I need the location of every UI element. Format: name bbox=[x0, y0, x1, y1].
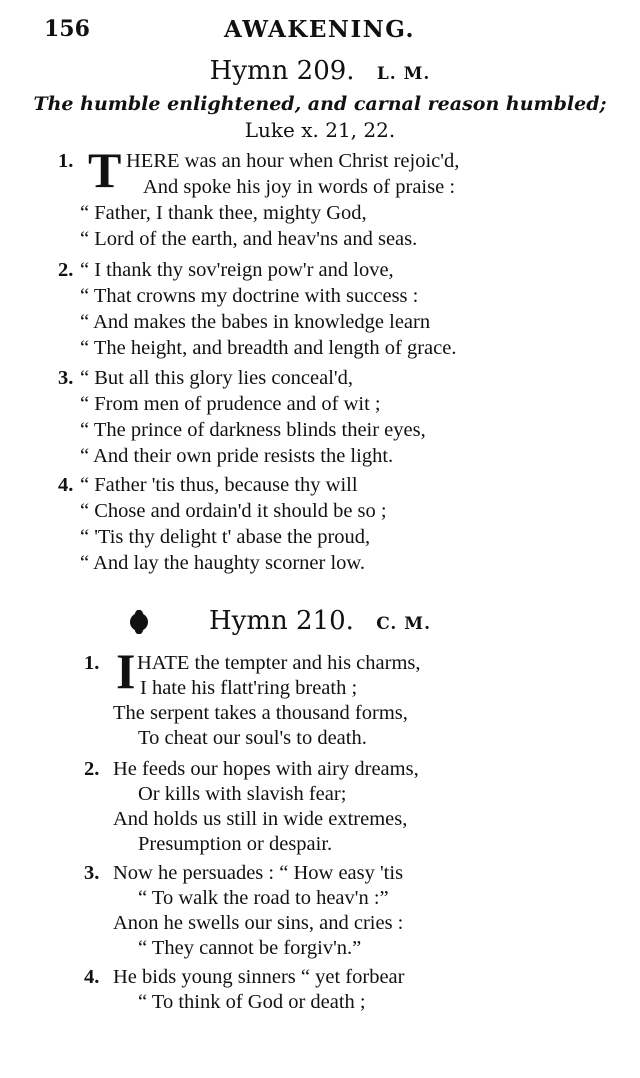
stanza-number: 1. bbox=[84, 652, 100, 674]
verse-line: “ And their own pride resists the light. bbox=[80, 445, 394, 467]
verse-line: And spoke his joy in words of praise : bbox=[143, 176, 456, 198]
drop-cap: I bbox=[116, 643, 136, 699]
verse-line: Anon he swells our sins, and cries : bbox=[113, 912, 404, 934]
stanza-number: 4. bbox=[58, 474, 74, 496]
verse-line: HERE was an hour when Christ rejoic'd, bbox=[126, 150, 460, 172]
verse-line: “ Father, I thank thee, mighty God, bbox=[80, 202, 367, 224]
verse-line: “ To walk the road to heav'n :” bbox=[138, 887, 389, 909]
verse-line: “ I thank thy sov'reign pow'r and love, bbox=[80, 259, 394, 281]
running-head bbox=[44, 12, 604, 46]
page-number: 156 bbox=[44, 16, 90, 42]
drop-cap: T bbox=[88, 142, 122, 198]
verse-line: Presumption or despair. bbox=[138, 833, 333, 855]
verse-line: Now he persuades : “ How easy 'tis bbox=[113, 862, 404, 884]
hymn-210-title: Hymn 210. bbox=[209, 606, 354, 636]
verse-line: “ Lord of the earth, and heav'ns and seas. bbox=[80, 228, 418, 250]
hymn-209-reference: Luke x. 21, 22. bbox=[244, 118, 396, 142]
verse-line: “ Chose and ordain'd it should be so ; bbox=[80, 500, 387, 522]
verse-line: “ The height, and breadth and length of grace. bbox=[80, 337, 457, 359]
verse-line: “ Father 'tis thus, because thy will bbox=[80, 474, 358, 496]
hymn-209-title: Hymn 209. bbox=[209, 56, 355, 86]
hymn-209-subtitle: The humble enlightened, and carnal reason humbled; bbox=[33, 93, 607, 115]
stanza-number: 3. bbox=[84, 862, 100, 884]
verse-line: “ To think of God or death ; bbox=[138, 991, 366, 1013]
verse-line: And holds us still in wide extremes, bbox=[113, 808, 408, 830]
verse-line: The serpent takes a thousand forms, bbox=[113, 702, 408, 724]
verse-line: Or kills with slavish fear; bbox=[138, 783, 347, 805]
section-title: AWAKENING. bbox=[224, 16, 416, 43]
verse-line: “ From men of prudence and of wit ; bbox=[80, 393, 381, 415]
stanza-number: 3. bbox=[58, 367, 74, 389]
verse-line: “ And lay the haughty scorner low. bbox=[80, 552, 366, 574]
stanza-number: 2. bbox=[58, 259, 74, 281]
verse-line: “ That crowns my doctrine with success : bbox=[80, 285, 419, 307]
verse-line: HATE the tempter and his charms, bbox=[137, 652, 421, 674]
hymn-210-meter: C. M. bbox=[376, 614, 431, 634]
verse-line: He feeds our hopes with airy dreams, bbox=[113, 758, 419, 780]
verse-line: “ The prince of darkness blinds their eyes, bbox=[80, 419, 426, 441]
stanza-number: 1. bbox=[58, 150, 74, 172]
hymn-209-meter: L. M. bbox=[376, 64, 431, 84]
verse-line: He bids young sinners “ yet forbear bbox=[113, 966, 405, 988]
verse-line: “ But all this glory lies conceal'd, bbox=[80, 367, 353, 389]
verse-line: “ They cannot be forgiv'n.” bbox=[138, 937, 362, 959]
hymn-209-heading bbox=[0, 56, 640, 86]
verse-line: “ 'Tis thy delight t' abase the proud, bbox=[80, 526, 371, 548]
verse-line: I hate his flatt'ring breath ; bbox=[140, 677, 358, 699]
stanza-number: 2. bbox=[84, 758, 100, 780]
hymn-210-heading bbox=[0, 606, 640, 636]
stanza-number: 4. bbox=[84, 966, 100, 988]
verse-line: “ And makes the babes in knowledge learn bbox=[80, 311, 431, 333]
verse-line: To cheat our soul's to death. bbox=[138, 727, 367, 749]
